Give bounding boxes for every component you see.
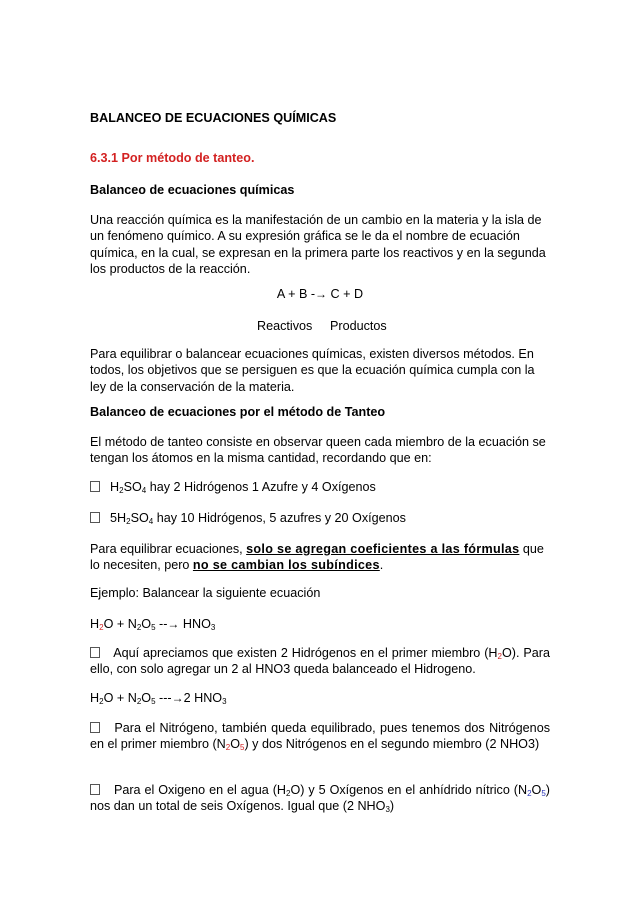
arrow-icon: → [167,617,180,631]
equation-partial: $H_2O + N_2O_5$ ---→2 $HNO_3$ [90,691,227,706]
general-equation: A + B -→ C + D [276,287,364,301]
bullet-5h2so4: $5H_2SO_4$ hay 10 Hidrógenos, 5 azufres y 20 Oxígenos [90,510,550,526]
paragraph-nitrogeno: Para el Nitrógeno, también queda equilibrado, pues tenemos dos Nitrógenos en el primer miembro $(N_2O_5)$ y dos Nitrógenos en el segundo miembro (2 NHO3) [90,721,550,753]
bullet-icon [90,512,100,523]
bullet-icon [90,481,100,492]
emphasis-subindices: no se cambian los subíndices [192,558,380,573]
paragraph-equilibrar: Para equilibrar o balancear ecuaciones químicas, existen diversos métodos. En todos, los objetivos que se persiguen es que la ecuación química cumpla con la ley de la conservación de la materia. [90,347,535,394]
document-title: BALANCEO DE ECUACIONES QUÍMICAS [90,111,337,125]
paragraph-oxigeno: Para el Oxigeno en el agua $(H_2O)$ y 5 Oxígenos en el anhídrido nítrico $(N_2O_5)$ nos dan un total de seis Oxígenos. Igual que (2 $NHO_3$) [90,783,550,815]
paragraph-reglas: Para equilibrar ecuaciones, solo se agregan coeficientes a las fórmulas que lo necesiten, pero no se cambian los subíndices. [90,542,544,573]
subheading-tanteo: Balanceo de ecuaciones por el método de Tanteo [90,405,386,419]
emphasis-coeficientes: solo se agregan coeficientes a las fórmulas [246,542,520,556]
arrow-icon: → [315,287,328,301]
bullet-icon [90,647,100,658]
paragraph-metodo: El método de tanteo consiste en observar queen cada miembro de la ecuación se tengan los átomos en la misma cantidad, recordando que en: [90,435,546,466]
bullet-h2so4: $H_2SO_4$ hay 2 Hidrógenos 1 Azufre y 4 Oxígenos [90,479,550,495]
subheading-balanceo: Balanceo de ecuaciones químicas [90,183,295,197]
ejemplo-label: Ejemplo: Balancear la siguiente ecuación [90,586,321,600]
label-productos: Productos [330,319,387,333]
arrow-icon: → [171,691,184,705]
label-reactivos: Reactivos [257,319,313,333]
bullet-icon [90,784,100,795]
bullet-icon [90,722,100,733]
paragraph-hidrogenos: Aquí apreciamos que existen 2 Hidrógenos en el primer miembro $(H_2O)$. Para ello, con solo agregar un 2 al HNO3 queda balanceado el Hidrogeno. [90,646,550,677]
equation-unbalanced: $H_2O + N_2O_5$ --→ $HNO_3$ [90,617,216,632]
section-heading: 6.3.1 Por método de tanteo. [90,151,255,165]
paragraph-reaccion: Una reacción química es la manifestación de un cambio en la materia y la isla de un fenómeno químico. A su expresión gráfica se le da el nombre de ecuación química, en la cual, se expresan en la primera parte los reactivos y en la segunda los productos de la reacción. [90,213,546,277]
